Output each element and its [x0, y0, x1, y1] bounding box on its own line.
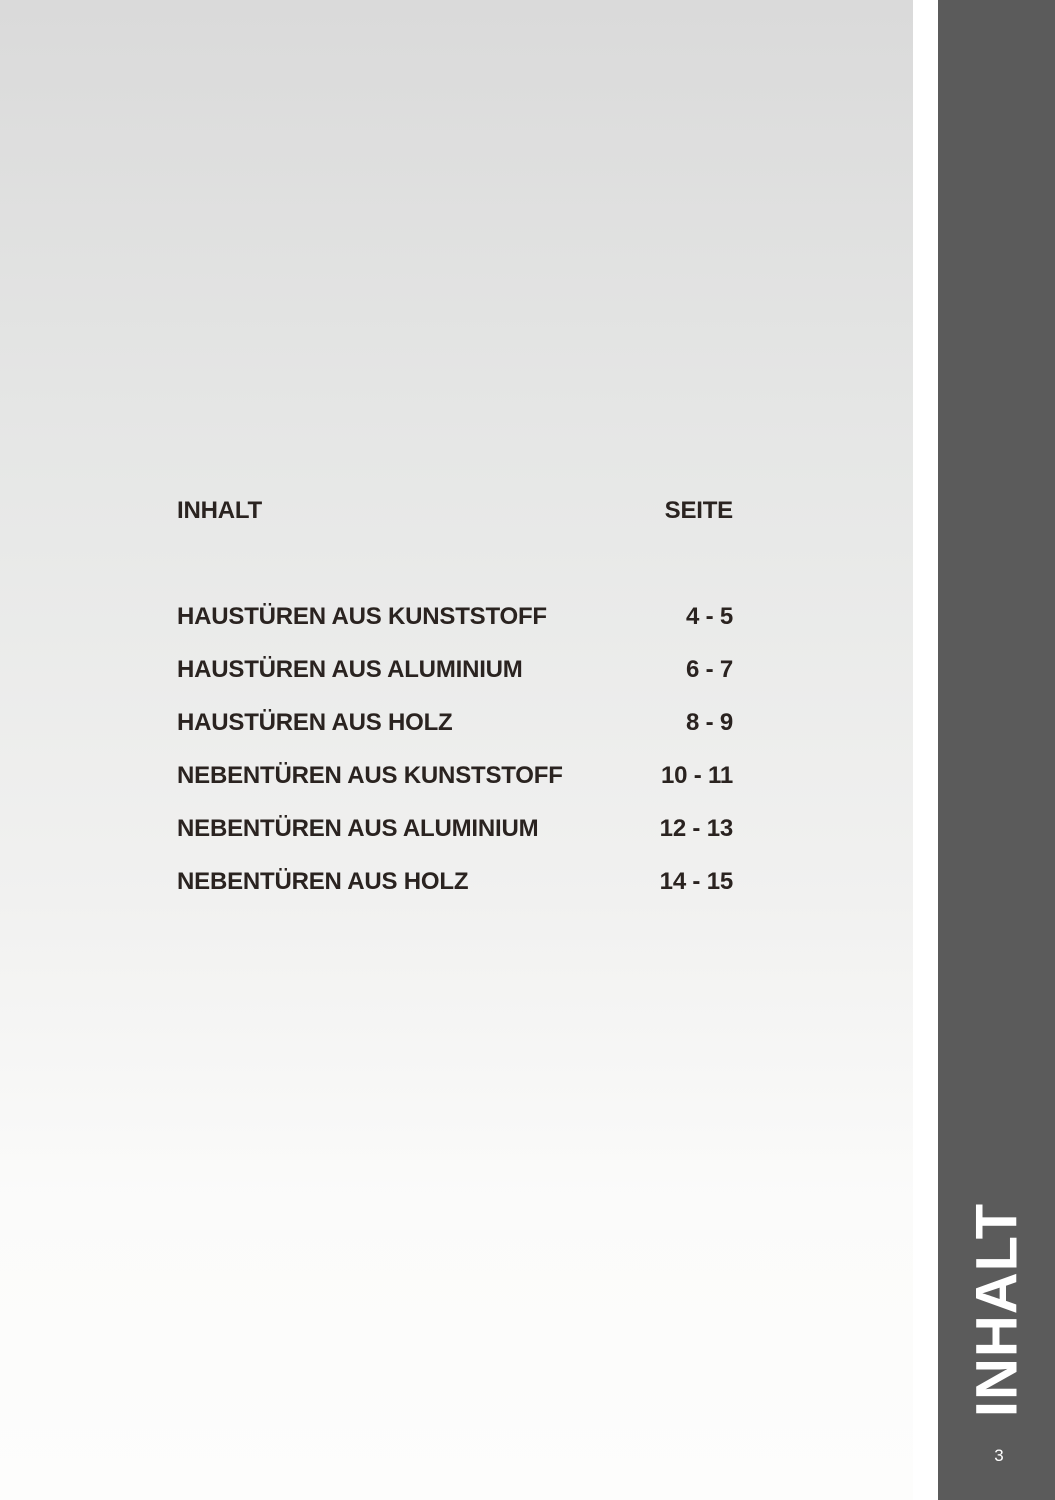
toc-entries: [177, 600, 733, 899]
toc-entry-title: NEBENTÜREN AUS ALUMINIUM: [177, 815, 539, 842]
toc-entry-title: NEBENTÜREN AUS KUNSTSTOFF: [177, 762, 563, 789]
toc-entry-pages: 10 - 11: [661, 762, 733, 789]
toc-entry-pages: 4 - 5: [685, 603, 733, 630]
toc-entry-pages: 12 - 13: [659, 815, 733, 842]
toc-entry-title: HAUSTÜREN AUS ALUMINIUM: [177, 656, 523, 683]
section-side-title: INHALT: [964, 1202, 1030, 1418]
toc-entry[interactable]: [177, 706, 733, 740]
toc-heading-page: SEITE: [664, 497, 733, 524]
toc-header: [177, 494, 733, 528]
toc-entry-title: HAUSTÜREN AUS HOLZ: [177, 709, 453, 736]
toc-entry[interactable]: [177, 759, 733, 793]
toc-entry-pages: 6 - 7: [685, 656, 733, 683]
toc-entry-pages: 8 - 9: [685, 709, 733, 736]
toc-heading-contents: INHALT: [177, 497, 263, 524]
toc-entry-pages: 14 - 15: [659, 868, 733, 895]
toc-entry[interactable]: [177, 653, 733, 687]
toc-entry-title: NEBENTÜREN AUS HOLZ: [177, 868, 469, 895]
page-number: 3: [994, 1446, 1004, 1465]
toc-entry[interactable]: [177, 865, 733, 899]
toc-entry-title: HAUSTÜREN AUS KUNSTSTOFF: [177, 603, 547, 630]
toc-entry[interactable]: [177, 812, 733, 846]
toc-entry[interactable]: [177, 600, 733, 634]
table-of-contents: [177, 494, 733, 918]
